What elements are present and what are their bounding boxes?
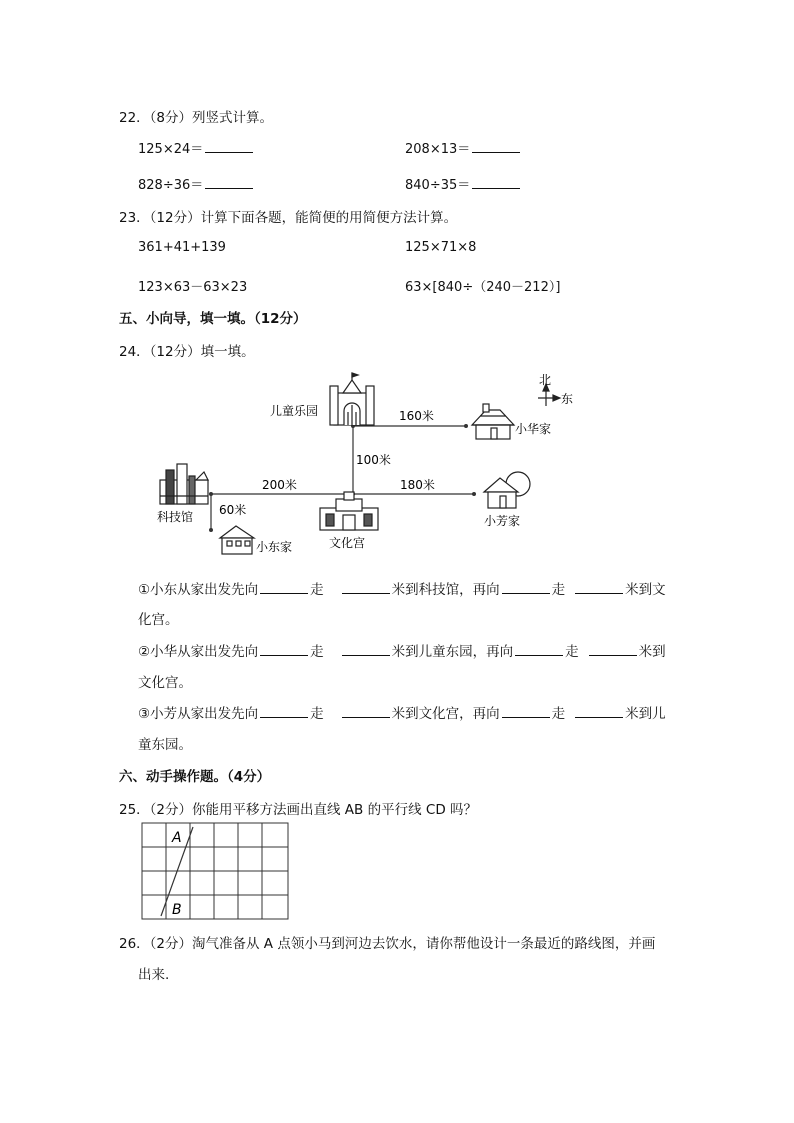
castle-icon	[330, 373, 374, 425]
house-icon-xiaohua	[472, 404, 514, 439]
answer-blank[interactable]	[342, 704, 390, 718]
label-100m: 100米	[356, 453, 391, 467]
label-xiaodong: 小东家	[256, 540, 293, 554]
answer-blank[interactable]	[515, 642, 563, 656]
section6-heading: 六、动手操作题。（4分）	[119, 769, 271, 785]
q23-item-4: 63×[840÷（240－212）]	[405, 280, 561, 295]
label-160m: 160米	[399, 409, 434, 423]
q22-item-4: 840÷35＝	[405, 174, 522, 193]
label-a: A	[172, 830, 182, 846]
label-north: 北	[539, 373, 552, 387]
answer-blank[interactable]	[342, 642, 390, 656]
answer-blank[interactable]	[502, 580, 550, 594]
q22-item-2: 208×13＝	[405, 138, 522, 157]
q24-title: 24．（12分）填一填。	[119, 344, 255, 360]
q26-line2: 出来.	[138, 967, 170, 983]
q26-line1: 26．（2分）淘气准备从 A 点领小马到河边去饮水，请你帮他设计一条最近的路线图，并画	[119, 936, 656, 952]
label-xiaofang: 小芳家	[484, 514, 521, 528]
q22-title: 22．（8分）列竖式计算。	[119, 110, 274, 126]
q24-line1-cont: 化宫。	[138, 612, 179, 628]
q25-grid[interactable]	[141, 822, 291, 922]
answer-blank[interactable]	[260, 704, 308, 718]
answer-blank[interactable]	[502, 704, 550, 718]
museum-icon	[160, 464, 208, 504]
answer-blank[interactable]	[575, 704, 623, 718]
culture-palace-icon	[320, 492, 378, 530]
compass-icon	[538, 384, 560, 406]
q22-item-3: 828÷36＝	[138, 174, 255, 193]
answer-blank[interactable]	[575, 580, 623, 594]
q23-item-2: 125×71×8	[405, 240, 477, 255]
q22-item-1: 125×24＝	[138, 138, 255, 157]
label-200m: 200米	[262, 478, 297, 492]
q24-line3-cont: 童东园。	[138, 737, 192, 753]
q24-line2-cont: 文化宫。	[138, 675, 192, 691]
house-icon-xiaofang	[484, 472, 530, 508]
label-60m: 60米	[219, 503, 247, 517]
answer-blank[interactable]	[260, 580, 308, 594]
label-east: 东	[561, 392, 574, 406]
label-180m: 180米	[400, 478, 435, 492]
answer-blank[interactable]	[260, 642, 308, 656]
q23-title: 23．（12分）计算下面各题，能简便的用简便方法计算。	[119, 210, 458, 226]
label-xiaohua: 小华家	[515, 422, 552, 436]
q23-item-1: 361+41+139	[138, 240, 226, 255]
q23-item-3: 123×63－63×23	[138, 280, 248, 295]
answer-blank[interactable]	[342, 580, 390, 594]
section5-heading: 五、小向导，填一填。（12分）	[119, 311, 307, 327]
q25-title: 25．（2分）你能用平移方法画出直线 AB 的平行线 CD 吗？	[119, 802, 477, 818]
q24-line2: ②小华从家出发先向 走 米到儿童东园，再向 走 米到	[138, 644, 666, 660]
label-b: B	[172, 902, 182, 918]
label-science: 科技馆	[157, 510, 194, 524]
label-park: 儿童乐园	[270, 404, 319, 418]
q24-line3: ③小芳从家出发先向 走 米到文化宫，再向 走 米到儿	[138, 706, 666, 722]
answer-blank[interactable]	[589, 642, 637, 656]
house-icon-xiaodong	[220, 526, 254, 554]
q24-line1: ①小东从家出发先向 走 米到科技馆，再向 走 米到文	[138, 582, 666, 598]
label-culture: 文化宫	[329, 536, 366, 550]
